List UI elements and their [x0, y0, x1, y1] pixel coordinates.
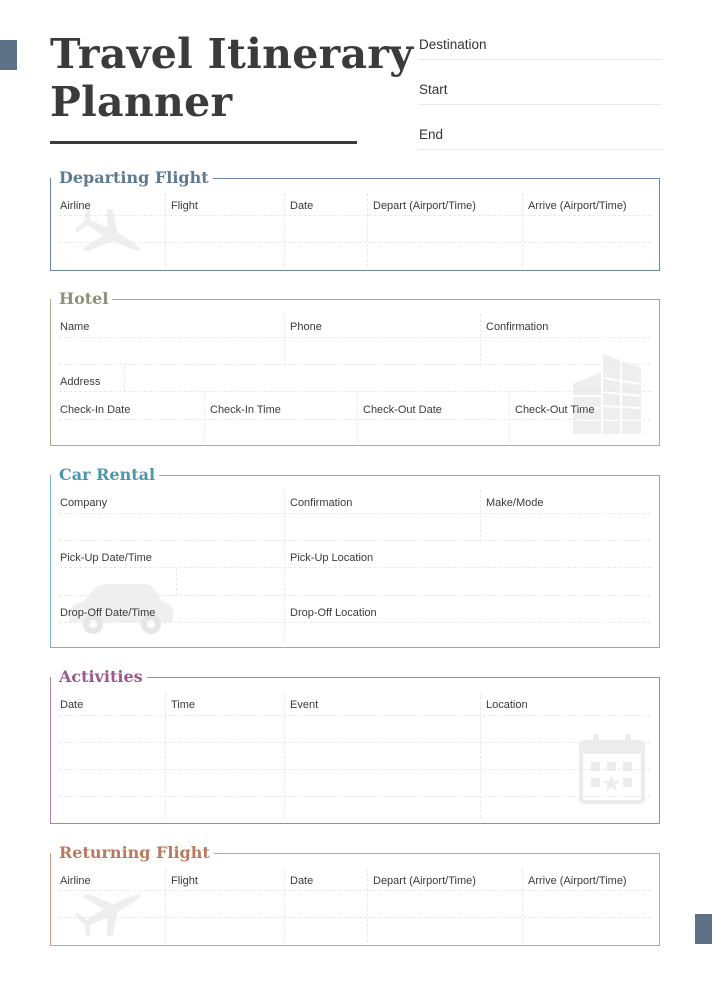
- col-date: Date: [290, 875, 314, 887]
- end-field[interactable]: [419, 127, 662, 150]
- car-confirmation-label: Confirmation: [290, 497, 353, 509]
- make-model-label: Make/Mode: [486, 497, 544, 509]
- col-location: Location: [486, 699, 528, 711]
- checkout-date-label: Check-Out Date: [363, 404, 442, 416]
- dropoff-datetime-label: Drop-Off Date/Time: [60, 607, 156, 619]
- airplane-watermark-icon: [76, 209, 148, 261]
- hotel-address-label: Address: [60, 376, 101, 388]
- hotel-name-label: Name: [60, 321, 90, 333]
- activities-section: [50, 667, 660, 824]
- end-label: End: [419, 127, 444, 142]
- col-depart: Depart (Airport/Time): [373, 200, 476, 212]
- activities-title: Activities: [51, 667, 147, 687]
- dropoff-location-label: Drop-Off Location: [290, 607, 377, 619]
- col-time: Time: [171, 699, 196, 711]
- returning-flight-title: Returning Flight: [51, 843, 214, 863]
- col-flight: Flight: [171, 200, 198, 212]
- decorative-tab-left: [0, 40, 17, 70]
- building-watermark-icon: [571, 354, 643, 436]
- destination-field[interactable]: [419, 37, 662, 60]
- hotel-section: [50, 289, 660, 446]
- col-date: Date: [60, 699, 84, 711]
- col-depart: Depart (Airport/Time): [373, 875, 476, 887]
- page-title: [50, 30, 413, 126]
- departing-flight-title: Departing Flight: [51, 168, 213, 188]
- airplane-watermark-icon: [76, 884, 148, 936]
- col-flight: Flight: [171, 875, 198, 887]
- checkout-time-label: Check-Out Time: [515, 404, 595, 416]
- company-label: Company: [60, 497, 108, 509]
- col-arrive: Arrive (Airport/Time): [528, 875, 627, 887]
- col-arrive: Arrive (Airport/Time): [528, 200, 627, 212]
- start-field[interactable]: [419, 82, 662, 105]
- checkin-time-label: Check-In Time: [210, 404, 281, 416]
- destination-label: Destination: [419, 37, 487, 52]
- car-rental-title: Car Rental: [51, 465, 159, 485]
- pickup-location-label: Pick-Up Location: [290, 552, 374, 564]
- hotel-confirmation-label: Confirmation: [486, 321, 549, 333]
- start-label: Start: [419, 82, 448, 97]
- decorative-tab-right: [695, 914, 712, 944]
- hotel-phone-label: Phone: [290, 321, 322, 333]
- hotel-title: Hotel: [51, 289, 112, 309]
- col-event: Event: [290, 699, 319, 711]
- returning-flight-section: [50, 843, 660, 946]
- checkin-date-label: Check-In Date: [60, 404, 131, 416]
- col-date: Date: [290, 200, 314, 212]
- title-underline: [50, 141, 357, 144]
- title-line-2: Planner: [50, 78, 233, 126]
- col-airline: Airline: [60, 875, 91, 887]
- col-airline: Airline: [60, 200, 91, 212]
- title-line-1: Travel Itinerary: [50, 30, 414, 78]
- pickup-datetime-label: Pick-Up Date/Time: [60, 552, 152, 564]
- departing-flight-section: [50, 168, 660, 271]
- car-rental-section: [50, 465, 660, 648]
